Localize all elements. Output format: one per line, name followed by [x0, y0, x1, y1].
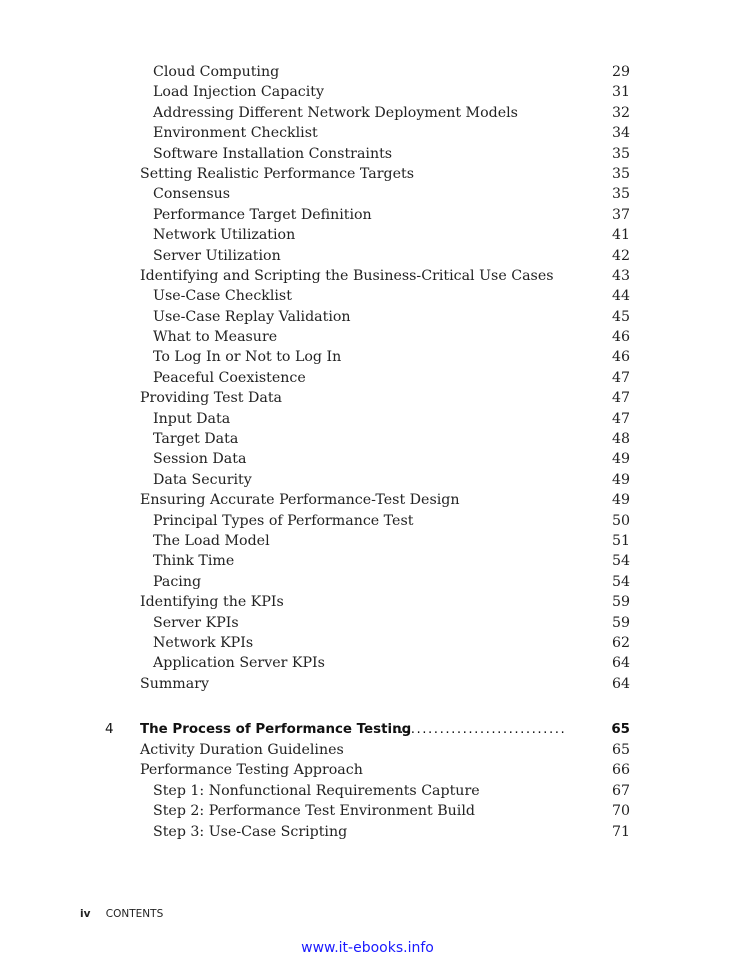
toc-entry-page: 66 [611, 762, 630, 779]
toc-entry-page: 29 [611, 64, 630, 80]
toc-entry-title: Target Data [153, 431, 239, 448]
toc-entry-page: 62 [611, 634, 630, 651]
toc-entry[interactable] [0, 307, 735, 327]
toc-entry[interactable] [0, 511, 735, 531]
footer-page-number: iv [80, 908, 91, 920]
chapter-heading [0, 719, 735, 741]
toc-entry[interactable] [0, 449, 735, 469]
toc-entry[interactable] [0, 740, 735, 760]
toc-entry[interactable] [0, 572, 735, 592]
toc-entry[interactable] [0, 286, 735, 306]
toc-entry[interactable] [0, 551, 735, 571]
toc-entry-page: 43 [611, 267, 630, 284]
toc-entry[interactable] [0, 368, 735, 388]
toc-entry-title: Identifying the KPIs [140, 594, 284, 611]
toc-entry-page: 49 [611, 492, 630, 509]
toc-entry-title: Peaceful Coexistence [153, 369, 306, 386]
toc-entry-title: Input Data [153, 410, 231, 427]
toc-entry-page: 59 [611, 594, 630, 611]
toc-entry-page: 46 [611, 349, 630, 366]
toc-entry-page: 49 [611, 471, 630, 488]
toc-list [0, 62, 735, 694]
toc-entry-title: Performance Target Definition [153, 206, 372, 223]
toc-entry[interactable] [0, 205, 735, 225]
toc-entry-title: Step 1: Nonfunctional Requirements Capture [153, 782, 480, 799]
toc-entry[interactable] [0, 653, 735, 673]
footer-section-label: CONTENTS [105, 908, 164, 920]
watermark-link[interactable]: www.it-ebooks.info [301, 940, 434, 956]
toc-entry-page: 51 [611, 532, 630, 549]
toc-entry-title: Use-Case Replay Validation [153, 308, 351, 325]
toc-entry[interactable] [0, 781, 735, 801]
toc-entry-page: 54 [611, 573, 630, 590]
toc-entry[interactable] [0, 613, 735, 633]
toc-entry-page: 37 [611, 206, 630, 223]
toc-entry-page: 67 [611, 782, 630, 799]
toc-entry-title: Use-Case Checklist [153, 288, 292, 305]
toc-entry[interactable] [0, 801, 735, 821]
toc-entry[interactable] [0, 266, 735, 286]
toc-entry-title: Setting Realistic Performance Targets [140, 165, 414, 182]
toc-entry-title: Principal Types of Performance Test [153, 512, 414, 529]
toc-entry-page: 47 [611, 369, 630, 386]
toc-entry-title: Activity Duration Guidelines [140, 742, 344, 758]
toc-entry-title: Ensuring Accurate Performance-Test Design [140, 492, 460, 509]
toc-entry-title: Application Server KPIs [153, 655, 325, 672]
toc-entry[interactable] [0, 164, 735, 184]
toc-entry-page: 47 [611, 390, 630, 407]
chapter-toc-list [0, 740, 735, 842]
toc-entry-page: 64 [611, 675, 630, 692]
toc-entry[interactable] [0, 347, 735, 367]
toc-entry-title: Providing Test Data [140, 390, 283, 407]
toc-entry-title: Step 3: Use-Case Scripting [153, 823, 348, 840]
toc-entry-title: Think Time [153, 553, 235, 570]
chapter-number: 4 [105, 722, 114, 737]
toc-entry[interactable] [0, 103, 735, 123]
toc-entry[interactable] [0, 470, 735, 490]
toc-entry[interactable] [0, 123, 735, 143]
toc-entry-page: 70 [611, 803, 630, 820]
toc-entry[interactable] [0, 82, 735, 102]
toc-entry-title: Step 2: Performance Test Environment Build [153, 803, 475, 820]
toc-entry-page: 31 [611, 84, 630, 101]
toc-entry-title: What to Measure [153, 329, 278, 346]
toc-entry-page: 64 [611, 655, 630, 672]
toc-entry[interactable] [0, 184, 735, 204]
toc-entry-page: 71 [611, 823, 630, 840]
toc-entry[interactable] [0, 327, 735, 347]
toc-entry-page: 35 [611, 165, 630, 182]
toc-entry[interactable] [0, 592, 735, 612]
toc-entry-page: 50 [611, 512, 630, 529]
toc-entry-title: Network Utilization [153, 227, 296, 244]
toc-entry-page: 32 [611, 104, 630, 121]
toc-entry-page: 59 [611, 614, 630, 631]
toc-entry-page: 41 [611, 227, 630, 244]
toc-entry-title: Addressing Different Network Deployment Models [153, 104, 518, 121]
page-footer [80, 908, 163, 920]
toc-entry-title: Pacing [153, 573, 202, 590]
dot-leader: ................................ [382, 722, 567, 737]
toc-entry-title: Environment Checklist [153, 125, 318, 142]
toc-entry[interactable] [0, 633, 735, 653]
toc-entry[interactable] [0, 225, 735, 245]
toc-entry[interactable] [0, 429, 735, 449]
toc-entry-title: Data Security [153, 471, 252, 488]
toc-entry-page: 42 [611, 247, 630, 264]
toc-entry[interactable] [0, 246, 735, 266]
toc-entry[interactable] [0, 674, 735, 694]
toc-entry-title: Software Installation Constraints [153, 145, 393, 162]
toc-entry-page: 35 [611, 186, 630, 203]
toc-entry[interactable] [0, 62, 735, 82]
toc-entry-title: Network KPIs [153, 634, 254, 651]
toc-entry-page: 54 [611, 553, 630, 570]
toc-entry[interactable] [0, 822, 735, 842]
toc-entry-page: 45 [611, 308, 630, 325]
toc-entry-page: 35 [611, 145, 630, 162]
toc-entry-page: 44 [611, 288, 630, 305]
toc-entry-title: Load Injection Capacity [153, 84, 324, 101]
toc-entry-page: 48 [611, 431, 630, 448]
toc-entry[interactable] [0, 760, 735, 780]
toc-entry[interactable] [0, 531, 735, 551]
toc-entry-page: 46 [611, 329, 630, 346]
toc-entry-page: 34 [611, 125, 630, 142]
toc-entry[interactable] [0, 144, 735, 164]
toc-entry-title: Summary [140, 675, 210, 692]
toc-entry[interactable] [0, 409, 735, 429]
toc-entry-page: 65 [611, 742, 630, 758]
toc-entry[interactable] [0, 490, 735, 510]
toc-entry-title: Server Utilization [153, 247, 281, 264]
toc-entry-title: Server KPIs [153, 614, 239, 631]
toc-entry-page: 49 [611, 451, 630, 468]
toc-entry-page: 47 [611, 410, 630, 427]
chapter-page-number: 65 [611, 722, 630, 737]
toc-entry[interactable] [0, 388, 735, 408]
toc-entry-title: The Load Model [153, 532, 270, 549]
toc-entry-title: To Log In or Not to Log In [153, 349, 342, 366]
toc-entry-title: Consensus [153, 186, 231, 203]
toc-entry-title: Performance Testing Approach [140, 762, 363, 779]
toc-entry-title: Identifying and Scripting the Business-Critical Use Cases [140, 267, 554, 284]
toc-entry-title: Cloud Computing [153, 64, 280, 80]
chapter-title: The Process of Performance Testing [140, 722, 412, 737]
toc-entry-title: Session Data [153, 451, 247, 468]
